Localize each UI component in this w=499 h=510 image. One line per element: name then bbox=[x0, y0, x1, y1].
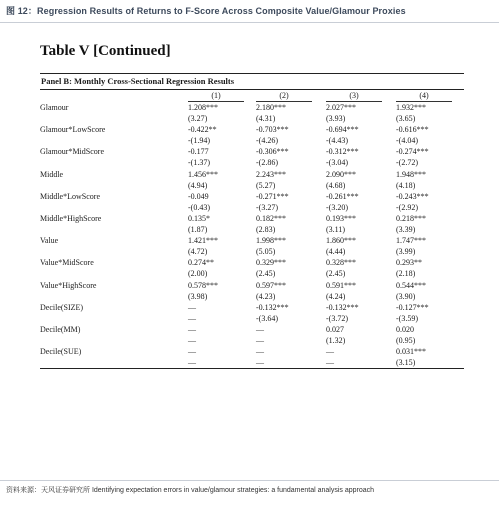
row-label: Value*HighScore bbox=[40, 280, 97, 290]
table-row-tstat bbox=[40, 224, 464, 235]
tstat-cell: -(2.86) bbox=[256, 158, 278, 168]
table-row bbox=[40, 302, 464, 313]
coefficient-cell: 0.597*** bbox=[256, 280, 286, 290]
coefficient-cell: -0.261*** bbox=[326, 191, 359, 201]
table-row-tstat bbox=[40, 180, 464, 191]
table-row bbox=[40, 280, 464, 291]
coefficient-cell: -0.132*** bbox=[326, 302, 359, 312]
tstat-cell: -(4.26) bbox=[256, 136, 278, 146]
coefficient-cell: — bbox=[188, 302, 196, 312]
table-row-tstat bbox=[40, 335, 464, 346]
coefficient-cell: — bbox=[256, 347, 264, 357]
tstat-cell: (3.93) bbox=[326, 114, 346, 124]
column-header: (2) bbox=[256, 91, 312, 102]
coefficient-cell: 0.591*** bbox=[326, 280, 356, 290]
tstat-cell: (4.24) bbox=[326, 291, 346, 301]
table-row bbox=[40, 169, 464, 180]
row-label bbox=[40, 202, 188, 213]
tstat-cell: (4.94) bbox=[188, 180, 208, 190]
table-row-tstat bbox=[40, 202, 464, 213]
tstat-cell: (3.39) bbox=[396, 225, 416, 235]
tstat-cell: (4.72) bbox=[188, 247, 208, 257]
tstat-cell: -(3.72) bbox=[326, 313, 348, 323]
row-label bbox=[40, 313, 188, 324]
coefficient-cell: 0.578*** bbox=[188, 280, 218, 290]
coefficient-cell: 1.860*** bbox=[326, 236, 356, 246]
coefficient-cell: 1.948*** bbox=[396, 169, 426, 179]
table-row-tstat bbox=[40, 268, 464, 279]
row-label bbox=[40, 180, 188, 191]
coefficient-cell: — bbox=[256, 324, 264, 334]
tstat-cell: (2.18) bbox=[396, 269, 416, 279]
tstat-cell: -(3.20) bbox=[326, 202, 348, 212]
coefficient-cell: -0.694*** bbox=[326, 125, 359, 135]
row-label: Middle*LowScore bbox=[40, 191, 100, 201]
tstat-cell: (3.11) bbox=[326, 225, 346, 235]
table-row bbox=[40, 102, 464, 113]
coefficient-cell: -0.422** bbox=[188, 125, 217, 135]
tstat-cell: — bbox=[188, 313, 196, 323]
coefficient-cell: 2.243*** bbox=[256, 169, 286, 179]
tstat-cell: — bbox=[188, 358, 196, 368]
coefficient-cell: -0.616*** bbox=[396, 125, 429, 135]
coefficient-cell: 0.027 bbox=[326, 324, 344, 334]
tstat-cell: -(3.59) bbox=[396, 313, 418, 323]
row-label: Value*MidScore bbox=[40, 258, 94, 268]
tstat-cell: (4.68) bbox=[326, 180, 346, 190]
coefficient-cell: 0.218*** bbox=[396, 213, 426, 223]
tstat-cell: (4.31) bbox=[256, 114, 276, 124]
table-row bbox=[40, 124, 464, 135]
row-label bbox=[40, 113, 188, 124]
coefficient-cell: 0.193*** bbox=[326, 213, 356, 223]
coefficient-cell: 1.932*** bbox=[396, 103, 426, 112]
table-row-tstat bbox=[40, 246, 464, 257]
tstat-cell: — bbox=[256, 335, 264, 345]
coefficient-cell: -0.274*** bbox=[396, 147, 429, 157]
tstat-cell: -(0.43) bbox=[188, 202, 210, 212]
coefficient-cell: -0.271*** bbox=[256, 191, 289, 201]
row-label: Decile(MM) bbox=[40, 324, 81, 334]
panel-label: Panel B: Monthly Cross-Sectional Regression Results bbox=[40, 73, 464, 90]
row-label: Decile(SUE) bbox=[40, 347, 82, 357]
regression-table bbox=[40, 90, 464, 368]
coefficient-cell: 2.180*** bbox=[256, 103, 286, 112]
tstat-cell: -(2.72) bbox=[396, 158, 418, 168]
row-label: Glamour bbox=[40, 103, 69, 112]
table-row bbox=[40, 213, 464, 224]
tstat-cell: (5.05) bbox=[256, 247, 276, 257]
table-bottom-rule bbox=[40, 368, 464, 369]
coefficient-cell: -0.243*** bbox=[396, 191, 429, 201]
tstat-cell: (4.44) bbox=[326, 247, 346, 257]
row-label: Value bbox=[40, 236, 59, 246]
tstat-cell: (1.32) bbox=[326, 335, 346, 345]
coefficient-cell: 0.020 bbox=[396, 324, 414, 334]
figure-header bbox=[0, 0, 499, 23]
table-row bbox=[40, 257, 464, 268]
coefficient-cell: -0.049 bbox=[188, 191, 209, 201]
coefficient-cell: 0.328*** bbox=[326, 258, 356, 268]
coefficient-cell: -0.177 bbox=[188, 147, 209, 157]
coefficient-cell: 0.274** bbox=[188, 258, 214, 268]
coefficient-cell: — bbox=[326, 347, 334, 357]
table-row-tstat bbox=[40, 113, 464, 124]
row-label bbox=[40, 246, 188, 257]
table-row-tstat bbox=[40, 135, 464, 146]
tstat-cell: -(1.37) bbox=[188, 158, 210, 168]
coefficient-cell: 1.456*** bbox=[188, 169, 218, 179]
table-row-tstat bbox=[40, 313, 464, 324]
coefficient-cell: 0.544*** bbox=[396, 280, 426, 290]
coefficient-cell: -0.306*** bbox=[256, 147, 289, 157]
table-row bbox=[40, 191, 464, 202]
tstat-cell: -(3.64) bbox=[256, 313, 278, 323]
table-row bbox=[40, 235, 464, 246]
row-label: Middle bbox=[40, 169, 64, 179]
tstat-cell: — bbox=[188, 335, 196, 345]
coefficient-cell: 0.293** bbox=[396, 258, 422, 268]
row-label bbox=[40, 224, 188, 235]
coefficient-cell: 0.031*** bbox=[396, 347, 426, 357]
tstat-cell: -(4.43) bbox=[326, 136, 348, 146]
row-label bbox=[40, 291, 188, 302]
row-label bbox=[40, 135, 188, 146]
coefficient-cell: — bbox=[188, 347, 196, 357]
coefficient-cell: -0.703*** bbox=[256, 125, 289, 135]
coefficient-cell: — bbox=[188, 324, 196, 334]
source-note: 资料来源：天风证券研究所 Identifying expectation errors in value/glamour strategies: a fundamental analysis approach bbox=[6, 487, 375, 494]
coefficient-cell: 2.090*** bbox=[326, 169, 356, 179]
tstat-cell: (3.65) bbox=[396, 114, 416, 124]
row-label: Glamour*LowScore bbox=[40, 125, 106, 135]
tstat-cell: (4.18) bbox=[396, 180, 416, 190]
coefficient-cell: 0.182*** bbox=[256, 213, 286, 223]
row-label bbox=[40, 357, 188, 368]
row-label bbox=[40, 335, 188, 346]
tstat-cell: (3.99) bbox=[396, 247, 416, 257]
coefficient-cell: -0.127*** bbox=[396, 302, 429, 312]
tstat-cell: (3.90) bbox=[396, 291, 416, 301]
row-label bbox=[40, 157, 188, 168]
coefficient-cell: 1.747*** bbox=[396, 236, 426, 246]
tstat-cell: — bbox=[326, 358, 334, 368]
tstat-cell: — bbox=[256, 358, 264, 368]
tstat-cell: (3.15) bbox=[396, 358, 416, 368]
table-row bbox=[40, 346, 464, 357]
coefficient-cell: 2.027*** bbox=[326, 103, 356, 112]
regression-table-container bbox=[40, 73, 464, 369]
tstat-cell: (3.27) bbox=[188, 114, 208, 124]
table-row-tstat bbox=[40, 291, 464, 302]
tstat-cell: (2.45) bbox=[256, 269, 276, 279]
column-header-row bbox=[40, 90, 464, 102]
coefficient-cell: -0.132*** bbox=[256, 302, 289, 312]
coefficient-cell: 1.208*** bbox=[188, 103, 218, 112]
column-header: (4) bbox=[396, 91, 452, 102]
column-header: (1) bbox=[188, 91, 244, 102]
tstat-cell: (5.27) bbox=[256, 180, 276, 190]
tstat-cell: -(3.04) bbox=[326, 158, 348, 168]
source-divider bbox=[0, 480, 499, 481]
tstat-cell: -(1.94) bbox=[188, 136, 210, 146]
table-row-tstat bbox=[40, 357, 464, 368]
row-label: Glamour*MidScore bbox=[40, 147, 104, 157]
table-row bbox=[40, 324, 464, 335]
row-label bbox=[40, 268, 188, 279]
tstat-cell: (2.00) bbox=[188, 269, 208, 279]
table-row-tstat bbox=[40, 157, 464, 168]
figure-title: 图 12：Regression Results of Returns to F-Score Across Composite Value/Glamour Proxies bbox=[6, 6, 406, 16]
coefficient-cell: 0.135* bbox=[188, 213, 210, 223]
tstat-cell: -(4.04) bbox=[396, 136, 418, 146]
coefficient-cell: -0.312*** bbox=[326, 147, 359, 157]
coefficient-cell: 1.421*** bbox=[188, 236, 218, 246]
coefficient-cell: 1.998*** bbox=[256, 236, 286, 246]
tstat-cell: (0.95) bbox=[396, 335, 416, 345]
tstat-cell: (4.23) bbox=[256, 291, 276, 301]
row-label: Decile(SIZE) bbox=[40, 302, 84, 312]
coefficient-cell: 0.329*** bbox=[256, 258, 286, 268]
column-header: (3) bbox=[326, 91, 382, 102]
tstat-cell: (1.87) bbox=[188, 225, 208, 235]
tstat-cell: (3.98) bbox=[188, 291, 208, 301]
table-row bbox=[40, 146, 464, 157]
tstat-cell: -(2.92) bbox=[396, 202, 418, 212]
tstat-cell: -(3.27) bbox=[256, 202, 278, 212]
table-title: Table V [Continued] bbox=[40, 43, 171, 59]
tstat-cell: (2.83) bbox=[256, 225, 276, 235]
tstat-cell: (2.45) bbox=[326, 269, 346, 279]
row-label: Middle*HighScore bbox=[40, 213, 102, 223]
